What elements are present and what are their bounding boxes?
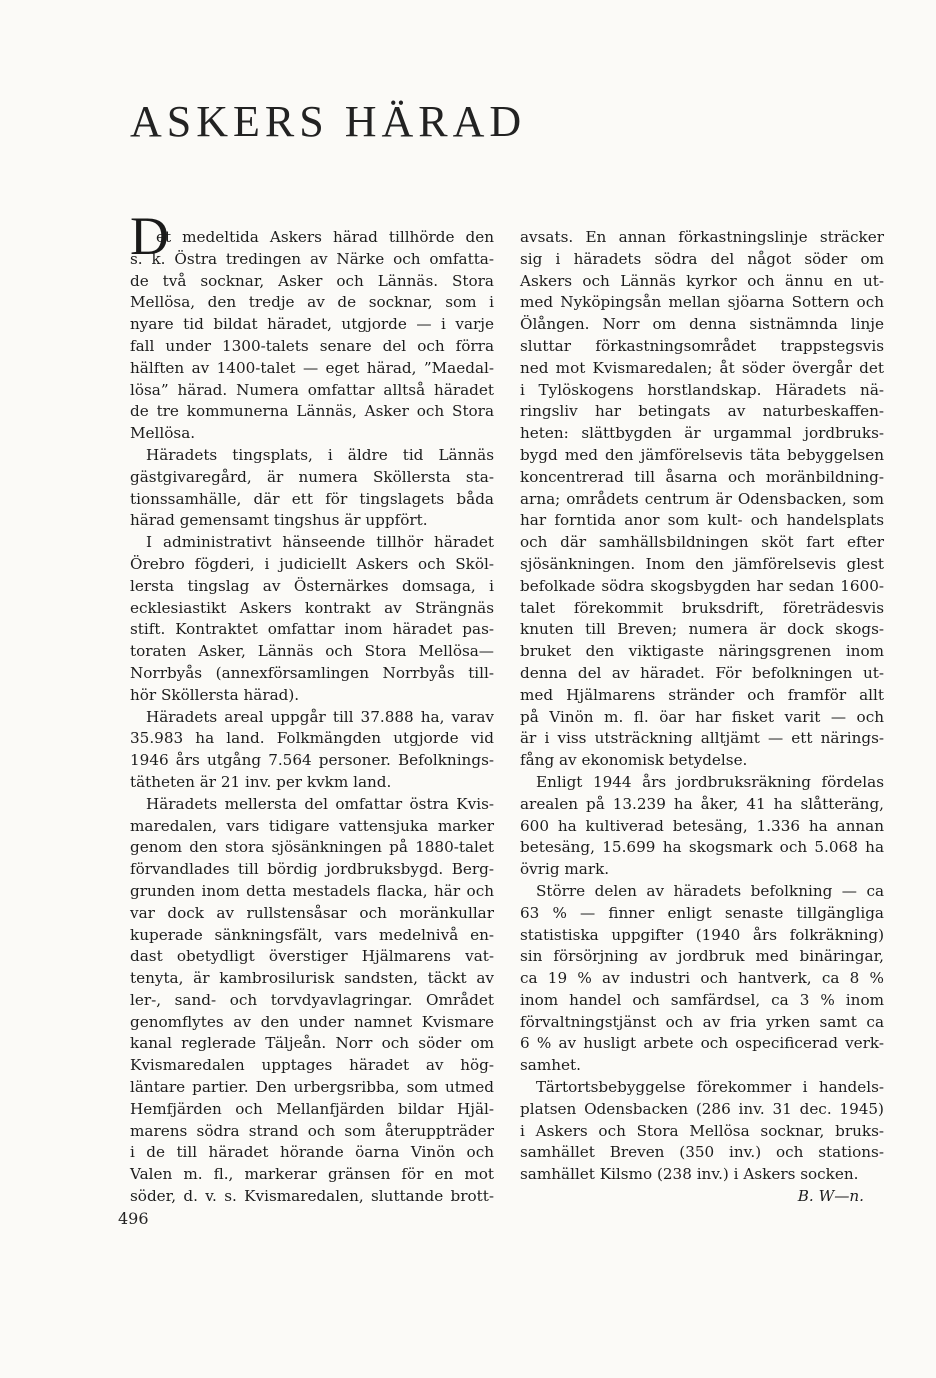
text-line: grunden inom detta mestadels flacka, här och bbox=[130, 881, 494, 900]
text-line: Askers och Lännäs kyrkor och ännu en ut- bbox=[520, 271, 884, 290]
text-line: knuten till Breven; numera är dock skogs- bbox=[520, 620, 884, 639]
text-line-content: et medeltida Askers härad tillhörde den bbox=[156, 228, 494, 246]
text-line: förvandlades till bördig jordbruksbygd. Berg- bbox=[130, 860, 494, 879]
text-line: maredalen, vars tidigare vattensjuka marker bbox=[130, 816, 494, 835]
text-line: söder, d. v. s. Kvismaredalen, sluttande brott- bbox=[130, 1187, 494, 1206]
text-line: de tre kommunerna Lännäs, Asker och Stora bbox=[130, 402, 494, 421]
text-line: denna del av häradet. För befolkningen ut- bbox=[520, 663, 884, 682]
text-line: stift. Kontraktet omfattar inom häradet pas- bbox=[130, 620, 494, 639]
text-line: sluttar förkastningsområdet trappstegsvis bbox=[520, 336, 884, 355]
text-line: fall under 1300-talets senare del och förra bbox=[130, 336, 494, 355]
text-line: kanal reglerade Täljeån. Norr och söder om bbox=[130, 1034, 494, 1053]
text-line: koncentrerad till åsarna och moränbildning- bbox=[520, 467, 884, 486]
right-text-column bbox=[520, 227, 884, 1208]
text-line: på Vinön m. fl. öar har fisket varit — och bbox=[520, 707, 884, 726]
text-line: med Nyköpingsån mellan sjöarna Sottern och bbox=[520, 293, 884, 312]
text-line: läntare partier. Den urbergsribba, som utmed bbox=[130, 1078, 494, 1097]
text-line: heten: slättbygden är urgammal jordbruks- bbox=[520, 424, 884, 443]
text-line: samhället Kilsmo (238 inv.) i Askers socken. bbox=[520, 1165, 859, 1184]
text-line: Hemfjärden och Mellanfjärden bildar Hjäl- bbox=[130, 1099, 494, 1118]
text-line: övrig mark. bbox=[520, 860, 610, 879]
paragraph-start-line: Häradets tingsplats, i äldre tid Lännäs bbox=[146, 445, 494, 464]
text-line: 63 % — finner enligt senaste tillgängliga bbox=[520, 903, 884, 922]
text-line: statistiska uppgifter (1940 års folkräkning) bbox=[520, 925, 884, 944]
text-line: är i viss utsträckning alltjämt — ett närings- bbox=[520, 729, 884, 748]
text-line: i Askers och Stora Mellösa socknar, bruks- bbox=[520, 1121, 884, 1140]
text-line: Örebro fögderi, i judiciellt Askers och Sköl- bbox=[130, 554, 494, 573]
text-line: arealen på 13.239 ha åker, 41 ha slåtteräng, bbox=[520, 794, 884, 813]
text-line: gästgivaregård, är numera Sköllersta sta- bbox=[130, 467, 494, 486]
text-line: sjösänkningen. Inom den jämförelsevis glest bbox=[520, 554, 884, 573]
text-line: bruket den viktigaste näringsgrenen inom bbox=[520, 642, 884, 661]
text-line: ler-, sand- och torvdyavlagringar. Området bbox=[130, 990, 494, 1009]
text-line: hör Sköllersta härad). bbox=[130, 685, 300, 704]
text-line: befolkade södra skogsbygden har sedan 1600- bbox=[520, 576, 884, 595]
text-line: genomflytes av den under namnet Kvismare bbox=[130, 1012, 494, 1031]
author-signature: B. W—n. bbox=[797, 1187, 864, 1206]
text-line: fång av ekonomisk betydelse. bbox=[520, 751, 748, 770]
text-line: har forntida anor som kult- och handelsplats bbox=[520, 511, 884, 530]
text-line: härad gemensamt tingshus är uppfört. bbox=[130, 511, 428, 530]
paragraph-start-line: I administrativt hänseende tillhör häradet bbox=[146, 533, 494, 552]
text-line: betesäng, 15.699 ha skogsmark och 5.068 ha bbox=[520, 838, 884, 857]
text-line: nyare tid bildat häradet, utgjorde — i varje bbox=[130, 315, 494, 334]
text-line: marens södra strand och som återuppträder bbox=[130, 1121, 494, 1140]
paragraph-start-line: Tärtortsbebyggelse förekommer i handels- bbox=[536, 1078, 884, 1097]
paragraph-start-line: Häradets areal uppgår till 37.888 ha, varav bbox=[146, 707, 494, 726]
text-line: tenyta, är kambrosilurisk sandsten, täckt av bbox=[130, 969, 494, 988]
text-line: toraten Asker, Lännäs och Stora Mellösa— bbox=[130, 642, 494, 661]
text-line: tionssamhälle, där ett för tingslagets båda bbox=[130, 489, 494, 508]
text-line: bygd med den jämförelsevis täta bebyggelsen bbox=[520, 445, 884, 464]
text-line: 1946 års utgång 7.564 personer. Befolknings- bbox=[130, 751, 494, 770]
text-line: dast obetydligt överstiger Hjälmarens vat- bbox=[130, 947, 494, 966]
text-line: lösa” härad. Numera omfattar alltså häradet bbox=[130, 380, 494, 399]
text-line: Mellösa, den tredje av de socknar, som i bbox=[130, 293, 494, 312]
text-line: kuperade sänkningsfält, vars medelnivå en- bbox=[130, 925, 494, 944]
text-line: samhället Breven (350 inv.) och stations- bbox=[520, 1143, 884, 1162]
text-line: i Tylöskogens horstlandskap. Häradets nä- bbox=[520, 380, 884, 399]
drop-cap: D bbox=[130, 206, 169, 266]
text-line: talet förekommit bruksdrift, företrädesvis bbox=[520, 598, 884, 617]
text-line: med Hjälmarens stränder och framför allt bbox=[520, 685, 884, 704]
text-line: ecklesiastikt Askers kontrakt av Strängnäs bbox=[130, 598, 494, 617]
text-line: 600 ha kultiverad betesäng, 1.336 ha annan bbox=[520, 816, 884, 835]
text-line: förvaltningstjänst och av fria yrken samt ca bbox=[520, 1012, 884, 1031]
text-line: platsen Odensbacken (286 inv. 31 dec. 1945) bbox=[520, 1099, 884, 1118]
text-line: inom handel och samfärdsel, ca 3 % inom bbox=[520, 990, 884, 1009]
text-line: hälften av 1400-talet — eget härad, ”Maedal- bbox=[130, 358, 494, 377]
text-line: genom den stora sjösänkningen på 1880-talet bbox=[130, 838, 494, 857]
text-line: Ölången. Norr om denna sistnämnda linje bbox=[520, 315, 884, 334]
paragraph-start-line: Större delen av häradets befolkning — ca bbox=[536, 881, 884, 900]
text-line: och där samhällsbildningen sköt fart efter bbox=[520, 533, 884, 552]
text-line: sig i häradets södra del något söder om bbox=[520, 249, 884, 268]
text-line: sin försörjning av jordbruk med binäringar, bbox=[520, 947, 884, 966]
paragraph-start-line: Enligt 1944 års jordbruksräkning fördelas bbox=[536, 772, 884, 791]
text-line: arna; områdets centrum är Odensbacken, som bbox=[520, 489, 884, 508]
text-line: var dock av rullstensåsar och moränkullar bbox=[130, 903, 494, 922]
text-line: ned mot Kvismaredalen; åt söder övergår det bbox=[520, 358, 884, 377]
text-line: ringsliv har betingats av naturbeskaffen- bbox=[520, 402, 884, 421]
text-line: i de till häradet hörande öarna Vinön och bbox=[130, 1143, 494, 1162]
text-line: Kvismaredalen upptages häradet av hög- bbox=[130, 1056, 494, 1075]
page-title: ASKERS HÄRAD bbox=[130, 97, 527, 146]
text-line: tätheten är 21 inv. per kvkm land. bbox=[130, 772, 392, 791]
paragraph-start-line: Häradets mellersta del omfattar östra Kvis- bbox=[146, 794, 494, 813]
text-line: ca 19 % av industri och hantverk, ca 8 % bbox=[520, 969, 884, 988]
text-line: Valen m. fl., markerar gränsen för en mot bbox=[130, 1165, 494, 1184]
text-line: Norrbyås (annexförsamlingen Norrbyås till- bbox=[130, 663, 494, 682]
text-line: de två socknar, Asker och Lännäs. Stora bbox=[130, 271, 494, 290]
text-line: samhet. bbox=[520, 1056, 581, 1075]
page-number: 496 bbox=[118, 1209, 149, 1228]
text-line: lersta tingslag av Östernärkes domsaga, i bbox=[130, 576, 494, 595]
text-line: avsats. En annan förkastningslinje sträcker bbox=[520, 228, 884, 246]
text-line: Mellösa. bbox=[130, 424, 196, 443]
text-line: 35.983 ha land. Folkmängden utgjorde vid bbox=[130, 729, 494, 748]
left-text-column bbox=[130, 206, 494, 1208]
text-line: 6 % av husligt arbete och ospecificerad verk- bbox=[520, 1034, 884, 1053]
text-line: s. k. Östra tredingen av Närke och omfatta- bbox=[130, 249, 494, 268]
